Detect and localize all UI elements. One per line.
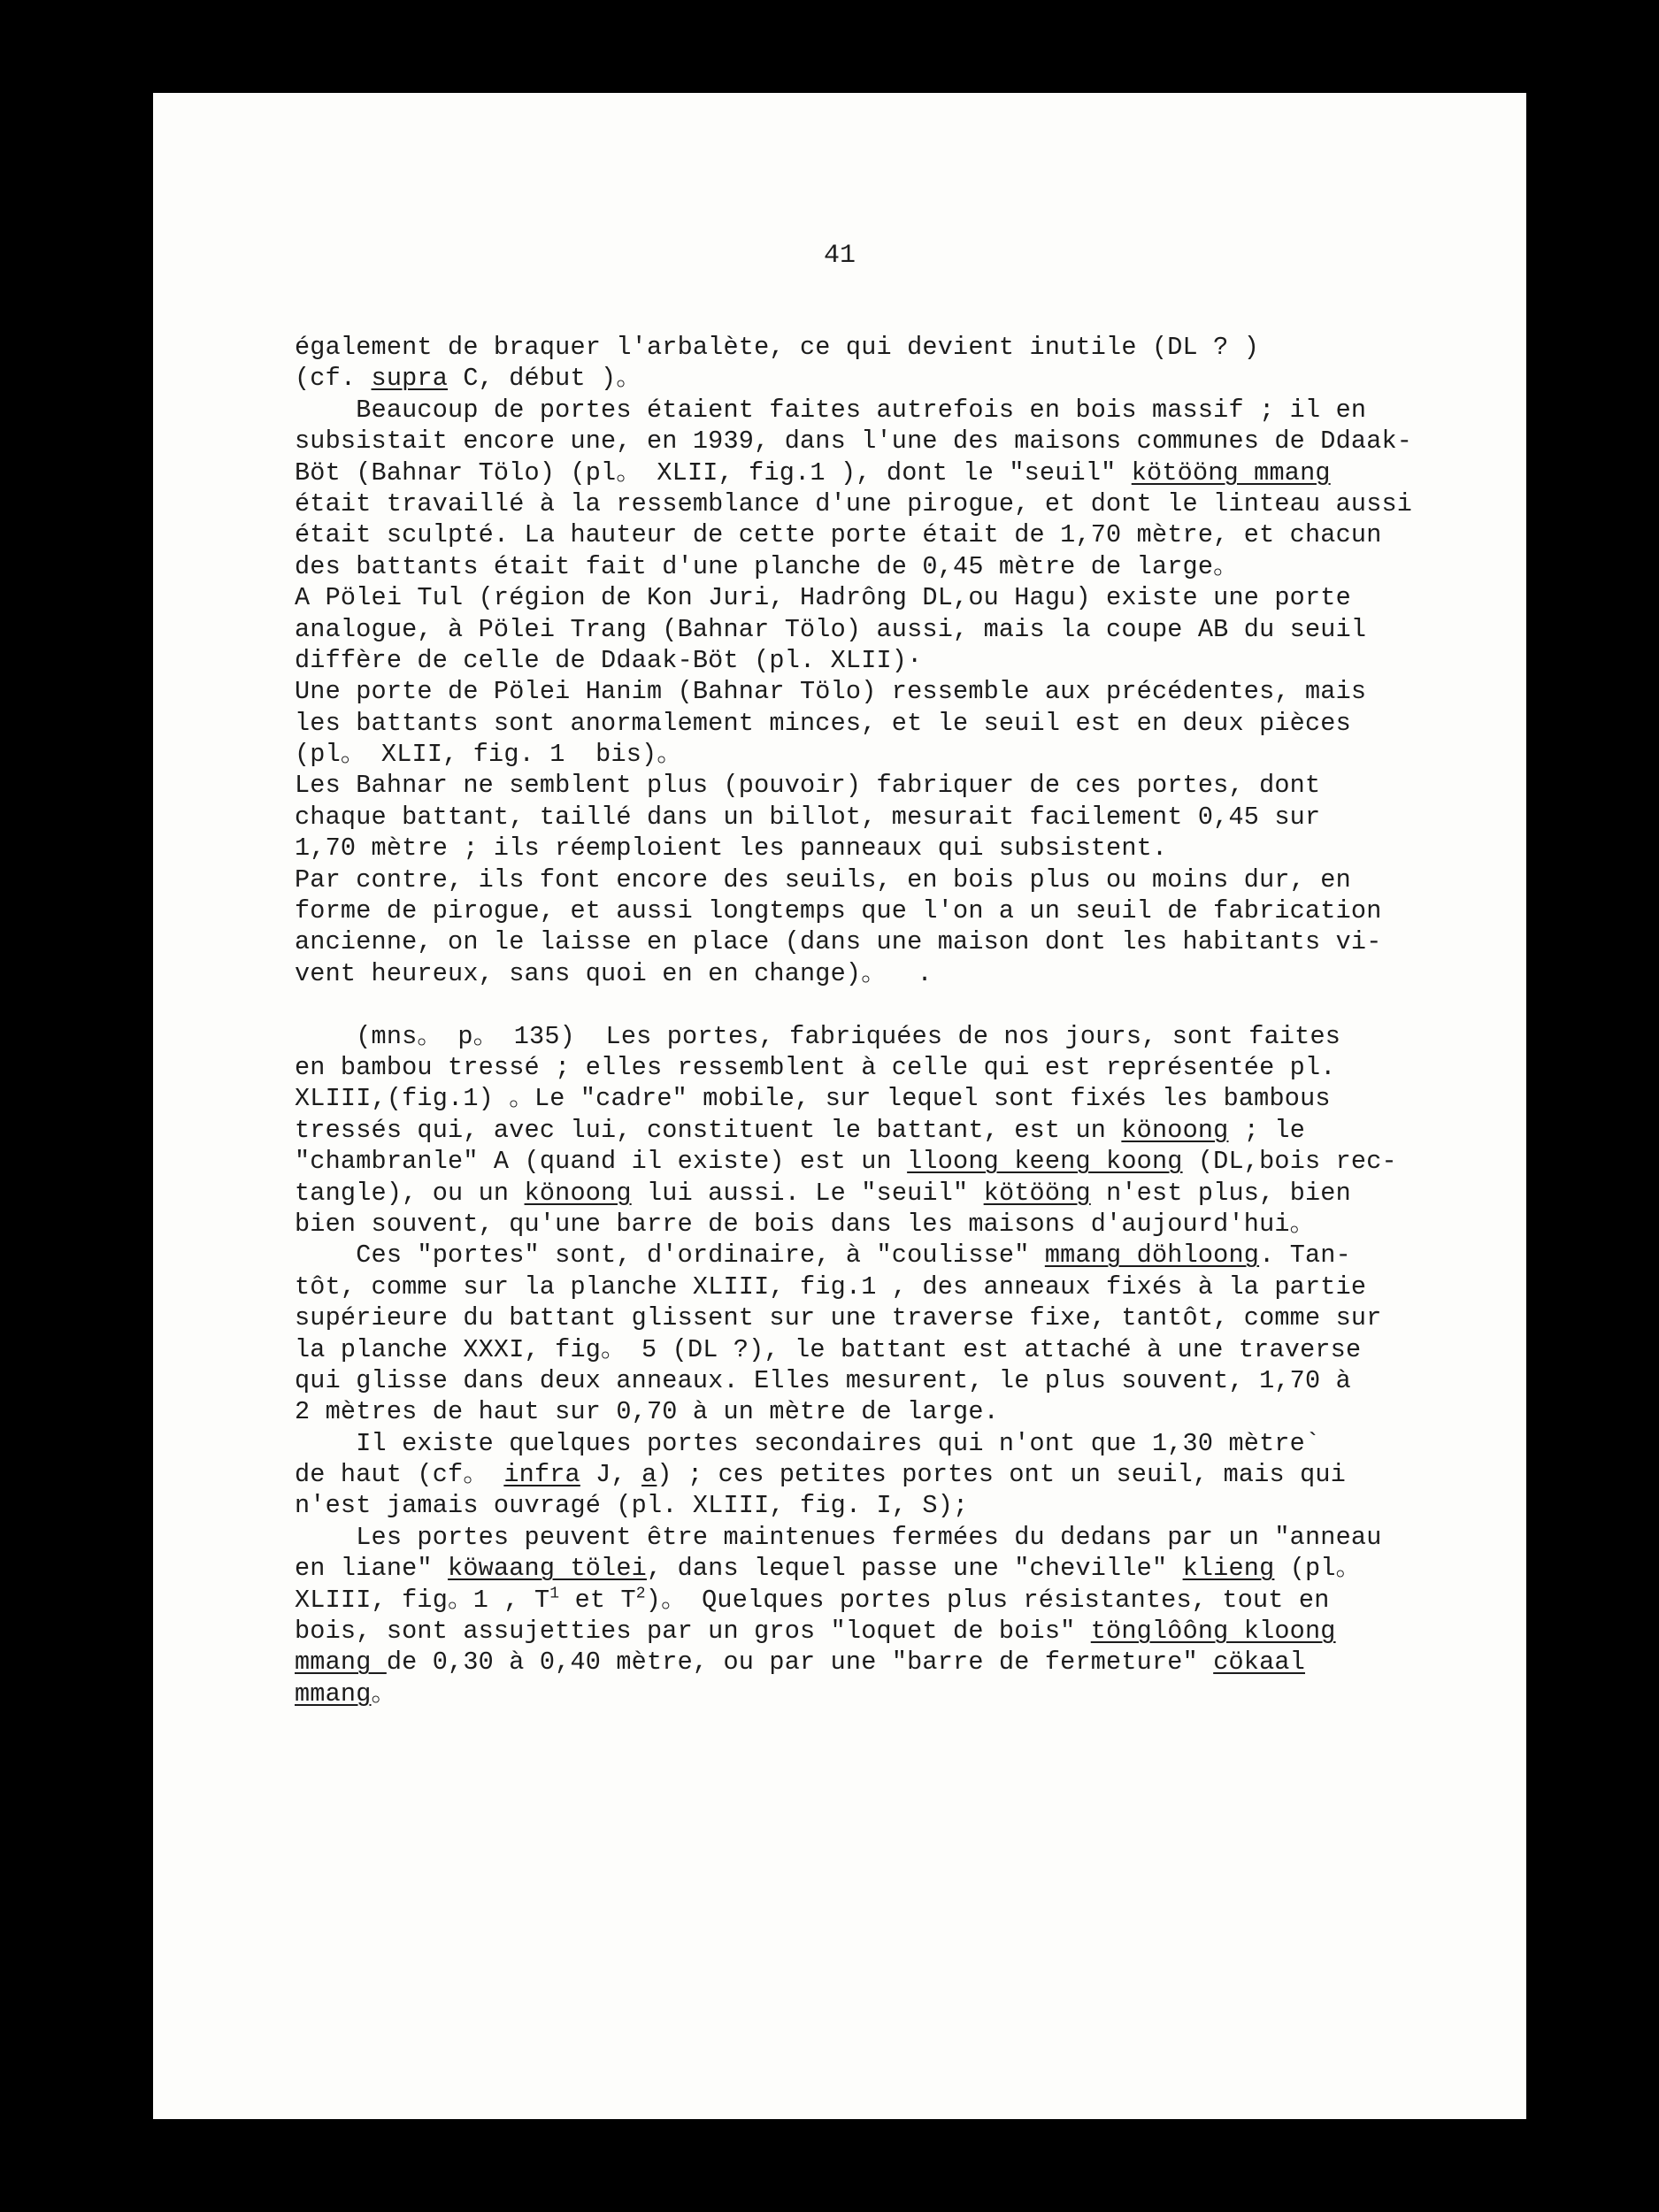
underlined-term: könoong bbox=[524, 1178, 632, 1208]
underlined-term: infra bbox=[503, 1460, 580, 1490]
text-line bbox=[295, 1302, 1525, 1333]
underlined-term: tönglôông kloong bbox=[1090, 1617, 1336, 1647]
text-line bbox=[295, 457, 1525, 488]
underlined-term: kötööng bbox=[983, 1178, 1091, 1208]
text-segment: A Pölei Tul (région de Kon Juri, Hadrông DL,ou Hagu) existe une porte bbox=[295, 583, 1351, 613]
text-segment: 2 mètres de haut sur 0,70 à un mètre de large. bbox=[295, 1397, 999, 1427]
text-segment: tressés qui, avec lui, constituent le battant, est un bbox=[295, 1115, 1122, 1145]
text-segment: en bambou tressé ; elles ressemblent à celle qui est représentée pl. bbox=[295, 1052, 1336, 1082]
text-line bbox=[295, 1178, 1525, 1209]
text-segment: 。 bbox=[371, 1678, 397, 1709]
text-segment: vent heureux, sans quoi en en change)。 . bbox=[295, 958, 933, 988]
text-line bbox=[295, 363, 1525, 394]
text-segment: 1,70 mètre ; ils réemploient les panneaux qui subsistent. bbox=[295, 833, 1168, 864]
text-segment: forme de pirogue, et aussi longtemps que l'on a un seuil de fabrication bbox=[295, 896, 1382, 926]
superscript: 2 bbox=[635, 1585, 646, 1603]
text-line bbox=[295, 1083, 1525, 1114]
text-segment: bien souvent, qu'une barre de bois dans les maisons d'aujourd'hui。 bbox=[295, 1209, 1316, 1239]
text-segment: chaque battant, taillé dans un billot, mesurait facilement 0,45 sur bbox=[295, 802, 1321, 832]
text-line bbox=[295, 1396, 1525, 1427]
text-segment: bois, sont assujetties par un gros "loquet de bois" bbox=[295, 1617, 1091, 1647]
text-segment: tôt, comme sur la planche XLIII, fig.1 , des anneaux fixés à la partie bbox=[295, 1271, 1367, 1302]
text-segment: en liane" bbox=[295, 1554, 449, 1584]
text-line bbox=[295, 676, 1525, 707]
underlined-term: klieng bbox=[1182, 1554, 1275, 1584]
text-line bbox=[295, 1585, 1525, 1616]
text-segment: (cf. bbox=[295, 364, 372, 394]
text-line bbox=[295, 1616, 1525, 1647]
text-line bbox=[295, 802, 1525, 833]
text-segment: n'est plus, bien bbox=[1090, 1178, 1351, 1208]
text-segment: (DL,bois rec- bbox=[1182, 1147, 1397, 1177]
text-segment: était sculpté. La hauteur de cette porte était de 1,70 mètre, et chacun bbox=[295, 520, 1382, 550]
text-line bbox=[295, 1334, 1525, 1365]
underlined-term: köwaang tölei bbox=[448, 1554, 647, 1584]
text-line bbox=[295, 1459, 1525, 1490]
text-segment: , dans lequel passe une "cheville" bbox=[646, 1554, 1183, 1584]
text-line bbox=[295, 395, 1525, 426]
underlined-term: könoong bbox=[1121, 1115, 1229, 1145]
text-segment: )。 Quelques portes plus résistantes, tout en bbox=[645, 1585, 1330, 1615]
text-segment: diffère de celle de Ddaak-Böt (pl. XLII)· bbox=[295, 645, 923, 675]
text-line bbox=[295, 1021, 1525, 1052]
text-segment: Les Bahnar ne semblent plus (pouvoir) fabriquer de ces portes, dont bbox=[295, 771, 1321, 801]
text-line bbox=[295, 770, 1525, 801]
text-segment: Il existe quelques portes secondaires qui n'ont que 1,30 mètre` bbox=[295, 1428, 1321, 1458]
text-segment: C, début )。 bbox=[448, 364, 642, 394]
underlined-term: lloong keeng koong bbox=[907, 1147, 1183, 1177]
text-segment: lui aussi. Le "seuil" bbox=[631, 1178, 984, 1208]
text-segment: supérieure du battant glissent sur une traverse fixe, tantôt, comme sur bbox=[295, 1303, 1382, 1333]
text-line bbox=[295, 895, 1525, 926]
text-segment: ancienne, on le laisse en place (dans une maison dont les habitants vi- bbox=[295, 927, 1382, 957]
body-text bbox=[295, 332, 1525, 1709]
text-segment: Par contre, ils font encore des seuils, en bois plus ou moins dur, en bbox=[295, 864, 1351, 895]
text-segment: ) ; ces petites portes ont un seuil, mais qui bbox=[657, 1460, 1347, 1490]
text-line bbox=[295, 1647, 1525, 1678]
text-line bbox=[295, 1490, 1525, 1521]
text-segment: tangle), ou un bbox=[295, 1178, 525, 1208]
text-segment: (pl。 XLII, fig. 1 bis)。 bbox=[295, 740, 683, 770]
text-segment: qui glisse dans deux anneaux. Elles mesurent, le plus souvent, 1,70 à bbox=[295, 1365, 1351, 1395]
text-segment: subsistait encore une, en 1939, dans l'une des maisons communes de Ddaak- bbox=[295, 426, 1413, 457]
text-line bbox=[295, 1522, 1525, 1553]
text-segment: XLIII,(fig.1) 。Le "cadre" mobile, sur lequel sont fixés les bambous bbox=[295, 1084, 1331, 1114]
text-segment: Beaucoup de portes étaient faites autrefois en bois massif ; il en bbox=[295, 395, 1367, 425]
text-line bbox=[295, 488, 1525, 519]
text-segment: la planche XXXI, fig。 5 (DL ?), le battant est attaché à une traverse bbox=[295, 1334, 1362, 1364]
text-line bbox=[295, 926, 1525, 957]
underlined-term: a bbox=[641, 1460, 657, 1490]
text-line bbox=[295, 739, 1525, 770]
text-line bbox=[295, 708, 1525, 739]
text-line bbox=[295, 958, 1525, 989]
underlined-term: supra bbox=[371, 364, 449, 394]
text-segment: J, bbox=[580, 1460, 642, 1490]
text-line bbox=[295, 833, 1525, 864]
text-line bbox=[295, 551, 1525, 582]
text-segment: les battants sont anormalement minces, et le seuil est en deux pièces bbox=[295, 708, 1351, 738]
text-line bbox=[295, 645, 1525, 676]
text-segment: (mns。 p。 135) Les portes, fabriquées de nos jours, sont faites bbox=[295, 1021, 1341, 1051]
text-line bbox=[295, 1209, 1525, 1240]
text-line bbox=[295, 1240, 1525, 1271]
text-segment: (pl。 bbox=[1274, 1554, 1362, 1584]
text-segment: Böt (Bahnar Tölo) (pl。 XLII, fig.1 ), dont le "seuil" bbox=[295, 457, 1132, 488]
text-segment: de haut (cf。 bbox=[295, 1460, 504, 1490]
text-line bbox=[295, 1271, 1525, 1302]
text-line bbox=[295, 426, 1525, 457]
text-segment: "chambranle" A (quand il existe) est un bbox=[295, 1147, 908, 1177]
text-line bbox=[295, 1678, 1525, 1709]
text-segment: Une porte de Pölei Hanim (Bahnar Tölo) ressemble aux précédentes, mais bbox=[295, 677, 1367, 707]
text-line bbox=[295, 1115, 1525, 1146]
text-segment: des battants était fait d'une planche de 0,45 mètre de large。 bbox=[295, 551, 1239, 581]
text-line bbox=[295, 1365, 1525, 1396]
underlined-term: mmang döhloong bbox=[1044, 1240, 1260, 1271]
paragraph-gap bbox=[295, 989, 1525, 1020]
text-segment: n'est jamais ouvragé (pl. XLIII, fig. I, S); bbox=[295, 1491, 969, 1521]
text-line bbox=[295, 614, 1525, 645]
text-segment: et T bbox=[559, 1585, 636, 1615]
text-line bbox=[295, 519, 1525, 550]
underlined-term: kötööng mmang bbox=[1131, 457, 1331, 488]
text-segment: de 0,30 à 0,40 mètre, ou par une "barre de fermeture" bbox=[386, 1647, 1214, 1678]
underlined-term: mmang bbox=[295, 1678, 372, 1709]
superscript: 1 bbox=[549, 1585, 560, 1603]
text-segment: également de braquer l'arbalète, ce qui devient inutile (DL ? ) bbox=[295, 333, 1260, 362]
underlined-term: cökaal bbox=[1213, 1647, 1306, 1678]
text-line bbox=[295, 1553, 1525, 1584]
text-segment: . Tan- bbox=[1259, 1240, 1351, 1271]
text-segment: XLIII, fig。1 , T bbox=[295, 1585, 550, 1615]
text-line bbox=[295, 1146, 1525, 1177]
underlined-term: mmang bbox=[295, 1647, 387, 1678]
text-line bbox=[295, 1052, 1525, 1083]
text-line bbox=[295, 582, 1525, 613]
text-line bbox=[295, 332, 1525, 363]
text-segment: Ces "portes" sont, d'ordinaire, à "coulisse" bbox=[295, 1240, 1045, 1271]
text-segment: ; le bbox=[1228, 1115, 1305, 1145]
page-number: 41 bbox=[823, 241, 856, 271]
text-line bbox=[295, 864, 1525, 895]
text-line bbox=[295, 1428, 1525, 1459]
text-segment: était travaillé à la ressemblance d'une pirogue, et dont le linteau aussi bbox=[295, 488, 1413, 518]
document-page bbox=[153, 93, 1526, 2119]
text-segment: analogue, à Pölei Trang (Bahnar Tölo) aussi, mais la coupe AB du seuil bbox=[295, 614, 1367, 644]
text-segment: Les portes peuvent être maintenues fermées du dedans par un "anneau bbox=[295, 1522, 1382, 1552]
